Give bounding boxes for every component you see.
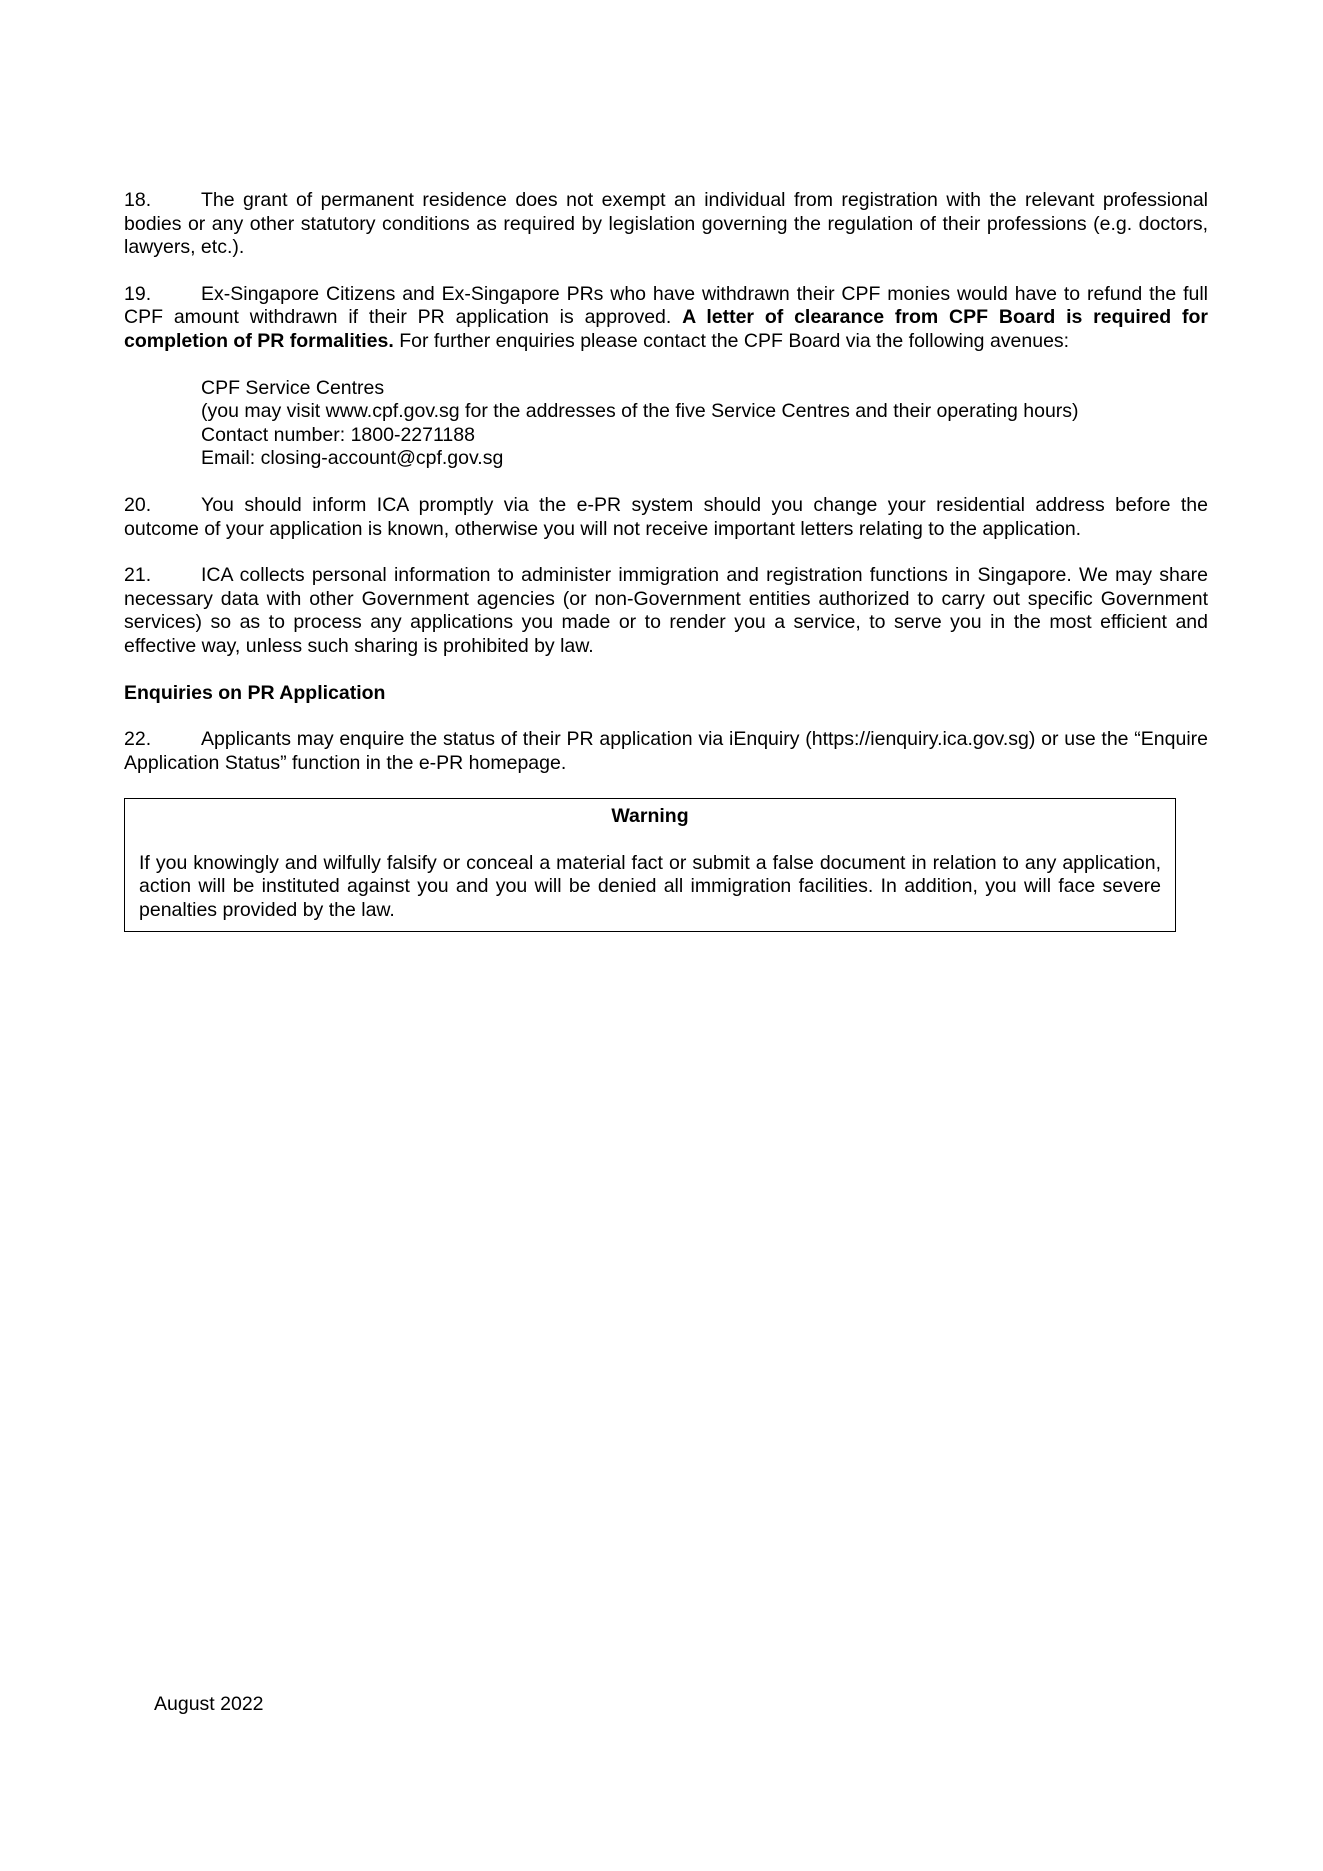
- paragraph-text: Applicants may enquire the status of their PR application via iEnquiry (https://ienquiry.ica.gov.sg) or use the “Enquire Application Status” function in the e-PR homepage.: [124, 728, 1208, 774]
- document-body: [124, 189, 1208, 932]
- paragraph-text: Ex-Singapore Citizens and Ex-Singapore PRs who have withdrawn their CPF monies would have to refund the full CPF amount withdrawn if their PR application is approved.: [124, 282, 1208, 329]
- paragraph-number: 20.: [124, 493, 152, 516]
- warning-title: Warning: [611, 805, 689, 828]
- warning-box: [124, 798, 1176, 931]
- paragraph-number: 18.: [124, 189, 152, 211]
- paragraph-20: [124, 494, 1208, 541]
- paragraph-bold-text: A letter of clearance from CPF Board is required for completion of PR formalities.: [124, 306, 1208, 352]
- cpf-contact-number: Contact number: 1800-2271188: [201, 423, 475, 446]
- paragraph-18: [124, 189, 1208, 260]
- paragraph-21: [124, 564, 1208, 658]
- paragraph-text: You should inform ICA promptly via the e-PR system should you change your residential address before the outcome of your application is known, otherwise you will not receive important letters relating to the application.: [124, 493, 1208, 540]
- paragraph-text: ICA collects personal information to administer immigration and registration functions in Singapore. We may share necessary data with other Government agencies (or non-Government entities authorized to carry out specific Government services) so as to process any applications you made or to render you a service, to serve you in the most efficient and effective way, unless such sharing is prohibited by law.: [124, 564, 1208, 657]
- paragraph-19: [124, 283, 1208, 354]
- footer-date: August 2022: [154, 1693, 264, 1715]
- section-heading: Enquiries on PR Application: [124, 681, 386, 704]
- paragraph-number: 21.: [124, 564, 152, 587]
- paragraph-text-after: For further enquiries please contact the CPF Board via the following avenues:: [399, 329, 1070, 352]
- cpf-email: Email: closing-account@cpf.gov.sg: [201, 447, 504, 470]
- paragraph-22: [124, 728, 1208, 775]
- cpf-website-note: (you may visit www.cpf.gov.sg for the addresses of the five Service Centres and their operating hours): [201, 400, 1079, 423]
- cpf-service-centres: CPF Service Centres: [201, 376, 385, 399]
- paragraph-number: 22.: [124, 728, 152, 751]
- warning-text: If you knowingly and wilfully falsify or conceal a material fact or submit a false document in relation to any application, action will be instituted against you and you will be denied all immigration facilities. In addition, you will face severe penalties provided by the law.: [139, 851, 1161, 922]
- paragraph-number: 19.: [124, 282, 152, 305]
- cpf-contact-block: [201, 377, 1208, 471]
- paragraph-text: The grant of permanent residence does not exempt an individual from registration with the relevant professional bodies or any other statutory conditions as required by legislation governing the regulation of their professions (e.g. doctors, lawyers, etc.).: [124, 189, 1208, 259]
